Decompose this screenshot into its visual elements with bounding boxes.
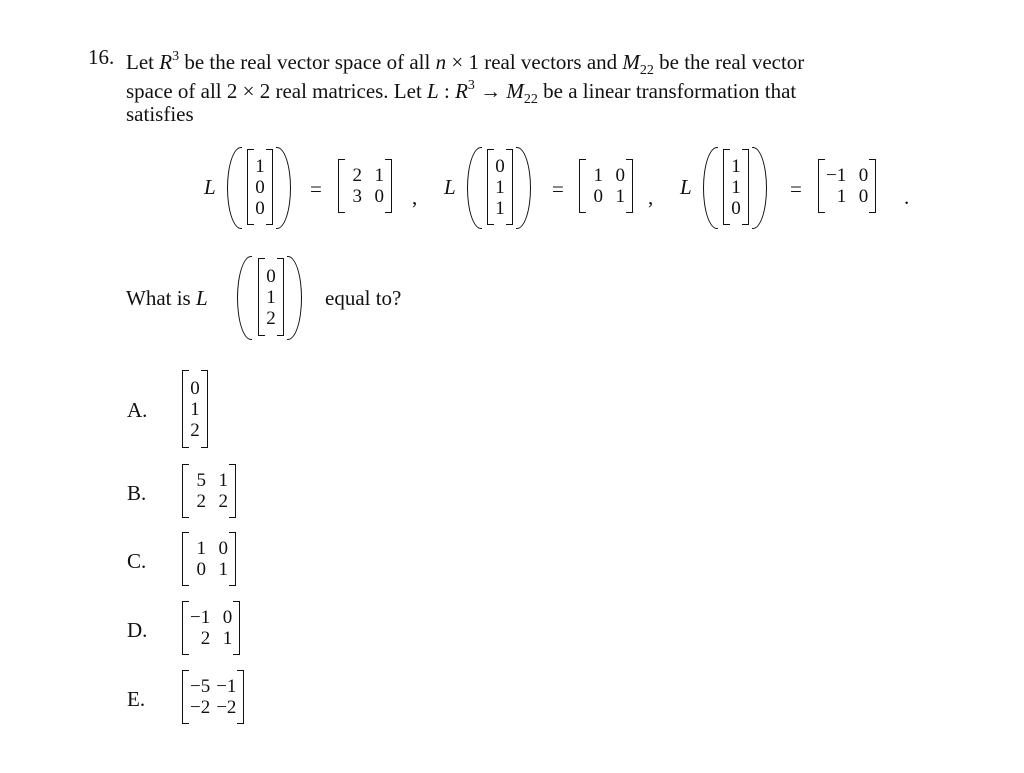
question-paren-left	[237, 256, 252, 340]
eq1-L: L	[204, 175, 216, 199]
choice-c-matrix[interactable]: 1 0 0 1	[182, 532, 236, 586]
choice-e-letter[interactable]: E.	[127, 687, 146, 711]
choice-e-matrix[interactable]: −5 −1 −2 −2	[182, 670, 244, 724]
eq2-equals: =	[552, 177, 564, 201]
problem-line-3: satisfies	[126, 102, 194, 126]
choice-d-matrix[interactable]: −1 0 2 1	[182, 601, 240, 655]
question-paren-right	[287, 256, 302, 340]
eq1-input-vector: 1 0 0	[247, 149, 273, 225]
choice-b-letter[interactable]: B.	[127, 481, 147, 505]
eq2-paren-left	[467, 147, 482, 229]
eq3-output-matrix: −1 0 1 0	[818, 159, 876, 213]
eq2-L: L	[444, 175, 456, 199]
eq2-sep: ,	[648, 185, 654, 209]
problem-line-1: Let $R^3$ be the real vector space of all n × 1 real vectors and $M_{22}$ be the real vector	[126, 49, 805, 78]
eq3-equals: =	[790, 177, 802, 201]
choice-a-matrix[interactable]: 0 1 2	[182, 370, 208, 448]
question-suffix: equal to?	[325, 286, 402, 310]
question-vector: 0 1 2	[258, 258, 284, 336]
eq3-input-vector: 1 1 0	[723, 149, 749, 225]
problem-number: 16.	[88, 45, 115, 69]
choice-b-matrix[interactable]: 5 1 2 2	[182, 464, 236, 518]
eq1-paren-right	[276, 147, 291, 229]
eq3-sep: .	[904, 185, 910, 209]
choice-c-letter[interactable]: C.	[127, 549, 147, 573]
eq1-sep: ,	[412, 185, 418, 209]
question-text: What is L	[126, 286, 208, 310]
eq2-output-matrix: 1 0 0 1	[579, 159, 633, 213]
eq3-paren-right	[752, 147, 767, 229]
eq3-L: L	[680, 175, 692, 199]
eq3-paren-left	[703, 147, 718, 229]
eq1-paren-left	[227, 147, 242, 229]
eq1-output-matrix: 2 1 3 0	[338, 159, 392, 213]
choice-d-letter[interactable]: D.	[127, 618, 148, 642]
choice-a-letter[interactable]: A.	[127, 398, 148, 422]
eq2-input-vector: 0 1 1	[487, 149, 513, 225]
problem-line-2: space of all 2 × 2 real matrices. Let L : $R^3 \to M_{22}$ be a linear transformation that	[126, 78, 797, 107]
eq1-equals: =	[310, 177, 322, 201]
eq2-paren-right	[516, 147, 531, 229]
